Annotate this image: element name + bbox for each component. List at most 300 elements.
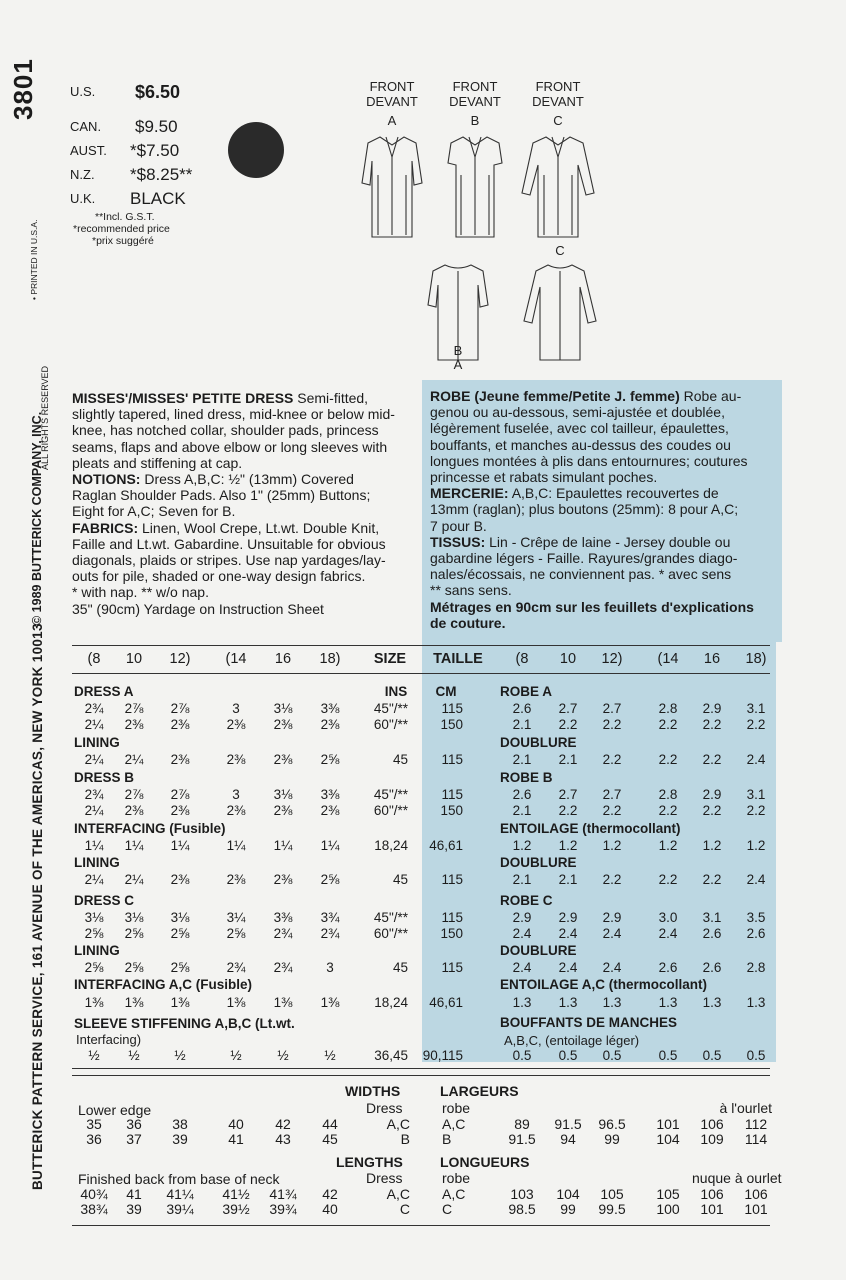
length-value: 40¾ (80, 1186, 108, 1202)
garment-views (350, 75, 670, 375)
front-label-a: FRONT (369, 79, 415, 94)
metrage-value: 2.2 (702, 872, 722, 887)
largeur-value: 99 (604, 1131, 620, 1147)
metrage-value: 3.0 (658, 910, 678, 925)
yardage-value: 2¼ (84, 803, 104, 818)
row-label-fr: ROBE A (500, 684, 553, 699)
yardage-value: 1⅜ (226, 995, 246, 1010)
size-header-en: 10 (125, 651, 143, 667)
metrage-value: 2.6 (512, 701, 532, 716)
metrage-value: 2.2 (658, 803, 678, 818)
length-view-fr: A,C (442, 1186, 466, 1202)
longueur-value: 99 (560, 1201, 576, 1217)
width-value: 35 (86, 1116, 102, 1132)
width-value: 37 (126, 1131, 142, 1147)
size-header-fr: (8 (515, 651, 529, 667)
metrage-value: 2.1 (512, 803, 532, 818)
metrage-value: 2.2 (558, 717, 578, 732)
width-inches: 18,24 (374, 838, 408, 853)
price-notes: **Incl. G.S.T. *recommended price *prix suggéré (73, 211, 170, 247)
metrage-value: 3.1 (746, 701, 766, 716)
metrage-value: 2.9 (702, 787, 722, 802)
width-inches: 45"/** (373, 701, 408, 716)
metrage-value: 2.7 (602, 787, 622, 802)
spine-address: BUTTERICK PATTERN SERVICE, 161 AVENUE OF THE AMERICAS, NEW YORK 10013 (30, 623, 45, 1190)
yardage-value: 2⅜ (273, 872, 293, 887)
yardage-value: 3 (326, 960, 334, 975)
yardage-value: 3⅛ (84, 910, 104, 925)
yardage-value: ½ (174, 1048, 186, 1063)
widths-title: WIDTHS (345, 1083, 401, 1099)
yardage-value: 2⅝ (170, 960, 190, 975)
width-value: 41 (228, 1131, 244, 1147)
yardage-value: 1⅜ (170, 995, 190, 1010)
longueur-value: 104 (556, 1186, 580, 1202)
metrage-value: 2.2 (746, 717, 766, 732)
yardage-value: 2⅜ (226, 803, 246, 818)
metrage-value: 1.3 (658, 995, 678, 1010)
yardage-value: 1⅜ (124, 995, 144, 1010)
largeur-value: 112 (744, 1116, 768, 1132)
metrage-value: 2.4 (658, 926, 678, 941)
metrage-value: 2.2 (602, 803, 622, 818)
yardage-value: 1¼ (273, 838, 293, 853)
yardage-value: 1¼ (226, 838, 246, 853)
size-header-fr: 12) (601, 651, 623, 667)
metrage-value: 1.3 (602, 995, 622, 1010)
metrage-value: 3.1 (746, 787, 766, 802)
row-label-fr: ENTOILAGE A,C (thermocollant) (500, 977, 708, 992)
length-value: 39¼ (166, 1201, 194, 1217)
metrage-value: 1.3 (702, 995, 722, 1010)
width-inches: 45 (392, 752, 408, 767)
row-label-fr: DOUBLURE (500, 943, 577, 958)
row-label-en: LINING (74, 735, 120, 750)
yardage-value: 2⅝ (124, 926, 144, 941)
rule-bottom (72, 1225, 770, 1226)
lengths-robe: robe (442, 1170, 471, 1186)
width-value: 36 (86, 1131, 102, 1147)
metrage-value: 1.2 (746, 838, 766, 853)
price-value: *$8.25** (130, 165, 193, 184)
devant-label-b: DEVANT (449, 94, 501, 109)
yardage-value: 2⅝ (320, 752, 340, 767)
yardage-value: 2¾ (320, 926, 340, 941)
metrage-value: 2.9 (602, 910, 622, 925)
back-letter-b: B (453, 343, 463, 358)
lengths-sub: Finished back from base of neck (78, 1171, 280, 1187)
width-view-fr: A,C (442, 1116, 466, 1132)
metrage-value: 2.4 (746, 752, 766, 767)
metrage-value: 1.2 (512, 838, 532, 853)
yardage-value: 3⅛ (273, 701, 293, 716)
rule-under-size (72, 673, 770, 674)
width-cm: 90,115 (422, 1048, 463, 1063)
width-inches: 45 (392, 960, 408, 975)
lengths-dress: Dress (366, 1170, 403, 1186)
yardage-value: 3⅜ (273, 910, 293, 925)
yardage-value: 2¾ (226, 960, 246, 975)
width-value: 42 (275, 1116, 291, 1132)
length-value: 39½ (222, 1201, 250, 1217)
width-cm: 115 (441, 872, 463, 887)
metrage-value: 2.2 (602, 717, 622, 732)
row-label-en: DRESS A (74, 684, 134, 699)
longueur-value: 101 (700, 1201, 724, 1217)
length-value: 41½ (222, 1186, 250, 1202)
yardage-value: ½ (230, 1048, 242, 1063)
taille-label: TAILLE (433, 651, 483, 667)
metrage-value: 2.8 (658, 787, 678, 802)
lengths-title: LENGTHS (336, 1154, 403, 1170)
metrage-value: 0.5 (746, 1048, 766, 1063)
yardage-value: 2⅜ (124, 717, 144, 732)
metrage-value: 0.5 (512, 1048, 532, 1063)
yardage-value: 2⅜ (273, 752, 293, 767)
length-value: 38¾ (80, 1201, 108, 1217)
metrage-value: 2.7 (558, 701, 578, 716)
largeur-value: 109 (700, 1131, 724, 1147)
metrage-value: 2.4 (602, 960, 622, 975)
description-fr: ROBE (Jeune femme/Petite J. femme) Robe au- genou ou au-dessous, semi-ajustée et doublée, légèrement fuselée, avec col tailleur, épaulettes, bouffants, et manches au-dessus des coudes ou longues montées à plis dans entournures; coutures princesse et rabats simulant poches. MERCERIE: A,B,C: Epaulettes recouvertes de 13mm (raglan); plus boutons (25mm): 8 pour A,C; 7 pour B. TISSUS: Lin - Crêpe de laine - Jersey double ou gabardine légers - Faille. Rayures/grandes diago- nales/écossais, ne conviennent pas. * avec sens ** sans sens. Métrages en 90cm sur les feuillets d'explications de couture. (430, 388, 754, 631)
yardage-value: 2⅝ (84, 960, 104, 975)
width-inches: 60"/** (373, 803, 408, 818)
yardage-value: 2⅜ (320, 717, 340, 732)
yardage-value: 2⅜ (273, 803, 293, 818)
longueur-value: 99.5 (598, 1201, 626, 1217)
metrage-value: 2.6 (746, 926, 766, 941)
width-view: A,C (386, 1116, 410, 1132)
length-value: 41¼ (166, 1186, 194, 1202)
metrage-value: 2.4 (746, 872, 766, 887)
width-cm: 46,61 (429, 995, 463, 1010)
largeur-value: 101 (656, 1116, 680, 1132)
size-header-en: 12) (169, 651, 191, 667)
yardage-value: 2¼ (84, 872, 104, 887)
yardage-value: 2⅜ (320, 803, 340, 818)
yardage-value: 3⅛ (273, 787, 293, 802)
largeur-value: 96.5 (598, 1116, 626, 1132)
metrage-value: 2.9 (512, 910, 532, 925)
yardage-value: 2⅜ (273, 717, 293, 732)
row-label-en: LINING (74, 855, 120, 870)
width-value: 38 (172, 1116, 188, 1132)
price-value: *$7.50 (130, 141, 180, 160)
width-inches: 60"/** (373, 926, 408, 941)
width-cm: 150 (440, 926, 463, 941)
widths-dress: Dress (366, 1100, 403, 1116)
metrage-value: 1.2 (558, 838, 578, 853)
yardage-value: 2¼ (84, 752, 104, 767)
devant-label-a: DEVANT (366, 94, 418, 109)
yardage-value: 2¾ (273, 926, 293, 941)
rule-yardage-end (72, 1068, 770, 1069)
widths-sub: Lower edge (78, 1102, 152, 1118)
devant-label-c: DEVANT (532, 94, 584, 109)
yardage-value: 1¼ (124, 838, 144, 853)
width-cm: 115 (441, 960, 463, 975)
yardage-value: 3 (232, 701, 240, 716)
yardage-value: 2⅝ (226, 926, 246, 941)
size-label: SIZE (373, 651, 407, 667)
yardage-value: 3¾ (320, 910, 340, 925)
width-value: 44 (322, 1116, 338, 1132)
length-value: 39¾ (269, 1201, 297, 1217)
metrage-value: 2.4 (558, 960, 578, 975)
longueur-value: 101 (744, 1201, 768, 1217)
longueurs-title: LONGUEURS (440, 1154, 530, 1170)
yardage-value: 1¼ (170, 838, 190, 853)
longueur-value: 100 (656, 1201, 680, 1217)
row-label-fr: ENTOILAGE (thermocollant) (500, 821, 681, 836)
yardage-value: ½ (128, 1048, 140, 1063)
width-cm: 115 (441, 910, 463, 925)
largeur-value: 91.5 (554, 1116, 582, 1132)
yardage-value: 2⅞ (124, 701, 144, 716)
widths-note: à l'ourlet (719, 1100, 772, 1116)
price-country: U.S. (70, 84, 96, 99)
yardage-value: 3⅜ (320, 787, 340, 802)
width-cm: 150 (440, 717, 463, 732)
row-label-en: INTERFACING (Fusible) (74, 821, 226, 836)
spine-company-cont: ALL RIGHTS RESERVED (40, 365, 50, 470)
size-header-fr: 10 (559, 651, 577, 667)
metrage-value: 2.2 (658, 717, 678, 732)
yardage-value: 2¾ (84, 787, 104, 802)
metrage-value: 2.2 (602, 872, 622, 887)
row-label-fr-2: A,B,C, (entoilage léger) (504, 1033, 640, 1048)
price-country: CAN. (70, 119, 102, 134)
metrage-value: 2.8 (658, 701, 678, 716)
metrage-value: 2.4 (512, 960, 532, 975)
yardage-value: 2¼ (84, 717, 104, 732)
row-label-fr: DOUBLURE (500, 855, 577, 870)
size-header-en: (14 (225, 651, 247, 667)
width-value: 40 (228, 1116, 244, 1132)
longueur-value: 106 (700, 1186, 724, 1202)
metrage-value: 2.4 (512, 926, 532, 941)
metrage-value: 2.9 (702, 701, 722, 716)
width-inches: 18,24 (374, 995, 408, 1010)
length-view: C (399, 1201, 410, 1217)
metrage-value: 1.2 (702, 838, 722, 853)
yardage-value: 2¼ (124, 872, 144, 887)
yardage-value: 1⅜ (273, 995, 293, 1010)
yardage-value: 2⅜ (226, 752, 246, 767)
description-en: MISSES'/MISSES' PETITE DRESS Semi-fitted, slightly tapered, lined dress, mid-knee or below mid- knee, has notched collar, shoulder pads, princess seams, flaps and above elbow or long sleeves with pleats and stiffening at cap. NOTIONS: Dress A,B,C: ½" (13mm) Covered Raglan Shoulder Pads. Also 1" (25mm) Buttons; Eight for A,C; Seven for B. FABRICS: Linen, Wool Crepe, Lt.wt. Double Knit, Faille and Lt.wt. Gabardine. Unsuitable for obvious diagonals, plaids or stripes. Use nap yardages/lay- outs for pile, shaded or one-way design fabrics. * with nap. ** w/o nap. 35" (90cm) Yardage on Instruction Sheet (72, 390, 395, 617)
length-view-fr: C (442, 1201, 453, 1217)
width-inches: 45 (392, 872, 408, 887)
yardage-value: ½ (324, 1048, 336, 1063)
yardage-value: 3⅜ (320, 701, 340, 716)
size-header-fr: (14 (657, 651, 679, 667)
black-dot-icon (228, 122, 284, 178)
yardage-value: ½ (277, 1048, 289, 1063)
largeur-value: 91.5 (508, 1131, 536, 1147)
metrage-value: 3.5 (746, 910, 766, 925)
yardage-value: 2¼ (124, 752, 144, 767)
width-value: 45 (322, 1131, 338, 1147)
metrage-value: 0.5 (702, 1048, 722, 1063)
width-inches: 36,45 (374, 1048, 408, 1063)
longueur-value: 103 (510, 1186, 534, 1202)
row-label-fr: ROBE B (500, 770, 553, 785)
metrage-value: 2.2 (702, 752, 722, 767)
metrage-value: 2.1 (512, 717, 532, 732)
back-letter-c: C (555, 243, 565, 258)
length-view: A,C (386, 1186, 410, 1202)
yardage-value: 2⅞ (124, 787, 144, 802)
row-label-fr: ROBE C (500, 893, 553, 908)
spine-printed: • PRINTED IN U.S.A. (29, 219, 39, 300)
metrage-value: 2.6 (658, 960, 678, 975)
yardage-value: 1⅜ (84, 995, 104, 1010)
size-header-fr: 16 (703, 651, 721, 667)
view-letter-a: A (387, 113, 397, 128)
length-value: 42 (322, 1186, 338, 1202)
yardage-value: 2¾ (273, 960, 293, 975)
front-label-c: FRONT (535, 79, 581, 94)
yardage-value: 3⅛ (170, 910, 190, 925)
width-view: B (400, 1131, 410, 1147)
back-letter-a: A (453, 357, 463, 372)
widths-robe: robe (442, 1100, 471, 1116)
yardage-value: 2⅝ (170, 926, 190, 941)
yardage-value: 2⅜ (170, 872, 190, 887)
front-label-b: FRONT (452, 79, 498, 94)
metrage-value: 2.2 (702, 717, 722, 732)
row-label-en: LINING (74, 943, 120, 958)
row-label-en: INTERFACING A,C (Fusible) (74, 977, 252, 992)
metrage-value: 2.6 (512, 787, 532, 802)
width-cm: 46,61 (429, 838, 463, 853)
yardage-value: 2⅞ (170, 701, 190, 716)
price-value: BLACK (130, 189, 186, 208)
metrage-value: 2.4 (602, 926, 622, 941)
yardage-value: 2¾ (84, 701, 104, 716)
yardage-value: 2⅜ (170, 752, 190, 767)
yardage-value: 2⅜ (226, 872, 246, 887)
metrage-value: 1.3 (558, 995, 578, 1010)
longueur-value: 106 (744, 1186, 768, 1202)
width-inches: 45"/** (373, 910, 408, 925)
yardage-value: 3⅛ (124, 910, 144, 925)
width-value: 36 (126, 1116, 142, 1132)
yardage-value: 1¼ (320, 838, 340, 853)
rule-yardage-end-2 (72, 1075, 770, 1076)
price-value: $9.50 (135, 117, 178, 136)
metrage-value: 2.1 (512, 872, 532, 887)
spine-copyright: © 1989 BUTTERICK COMPANY, INC. (30, 411, 44, 625)
yardage-value: 3 (232, 787, 240, 802)
row-label-en-2: Interfacing) (76, 1032, 142, 1047)
metrage-value: 2.7 (558, 787, 578, 802)
width-cm: 150 (440, 803, 463, 818)
length-value: 40 (322, 1201, 338, 1217)
largeur-value: 106 (700, 1116, 724, 1132)
units-ins: INS (384, 684, 408, 699)
metrage-value: 3.1 (702, 910, 722, 925)
largeur-value: 114 (744, 1131, 768, 1147)
yardage-value: 1¼ (84, 838, 104, 853)
largeur-value: 89 (514, 1116, 530, 1132)
row-label-fr: BOUFFANTS DE MANCHES (500, 1015, 678, 1030)
price-country: AUST. (70, 143, 107, 158)
width-inches: 45"/** (373, 787, 408, 802)
yardage-value: 2⅝ (124, 960, 144, 975)
metrage-value: 2.2 (558, 803, 578, 818)
size-header-en: (8 (87, 651, 101, 667)
yardage-value: 2⅜ (226, 717, 246, 732)
largeur-value: 104 (656, 1131, 680, 1147)
metrage-value: 2.2 (658, 872, 678, 887)
row-label-en: DRESS C (74, 893, 135, 908)
longueur-value: 98.5 (508, 1201, 536, 1217)
row-label-fr: DOUBLURE (500, 735, 577, 750)
metrage-value: 2.8 (746, 960, 766, 975)
view-letter-c: C (553, 113, 563, 128)
metrage-value: 1.2 (602, 838, 622, 853)
width-value: 43 (275, 1131, 291, 1147)
metrage-value: 1.2 (658, 838, 678, 853)
length-value: 39 (126, 1201, 142, 1217)
metrage-value: 2.1 (558, 872, 578, 887)
metrage-value: 2.6 (702, 960, 722, 975)
yardage-value: 2⅜ (170, 803, 190, 818)
units-cm: CM (435, 684, 457, 699)
width-view-fr: B (442, 1131, 452, 1147)
metrage-value: 2.1 (512, 752, 532, 767)
metrage-value: 1.3 (746, 995, 766, 1010)
metrage-value: 2.2 (746, 803, 766, 818)
yardage-value: 2⅜ (170, 717, 190, 732)
yardage-value: 1⅜ (320, 995, 340, 1010)
width-cm: 115 (441, 701, 463, 716)
rule-top (72, 645, 770, 646)
metrage-value: 0.5 (658, 1048, 678, 1063)
yardage-value: 2⅞ (170, 787, 190, 802)
yardage-value: 3¼ (226, 910, 246, 925)
metrage-value: 2.4 (558, 926, 578, 941)
metrage-value: 2.7 (602, 701, 622, 716)
pattern-number: 3801 (8, 58, 38, 120)
yardage-value: 2⅝ (320, 872, 340, 887)
longueur-value: 105 (600, 1186, 624, 1202)
size-header-en: 16 (274, 651, 292, 667)
row-label-en: DRESS B (74, 770, 135, 785)
yardage-value: 2⅜ (124, 803, 144, 818)
row-label-en: SLEEVE STIFFENING A,B,C (Lt.wt. (74, 1016, 295, 1031)
price-value: $6.50 (135, 82, 181, 102)
metrage-value: 2.2 (702, 803, 722, 818)
yardage-value: ½ (88, 1048, 100, 1063)
width-cm: 115 (441, 787, 463, 802)
width-cm: 115 (441, 752, 463, 767)
view-letter-b: B (470, 113, 480, 128)
size-header-fr: 18) (745, 651, 767, 667)
length-value: 41¾ (269, 1186, 297, 1202)
metrage-value: 2.1 (558, 752, 578, 767)
yardage-value: 2⅝ (84, 926, 104, 941)
metrage-value: 0.5 (558, 1048, 578, 1063)
metrage-value: 2.2 (658, 752, 678, 767)
metrage-value: 2.9 (558, 910, 578, 925)
size-header-en: 18) (319, 651, 341, 667)
metrage-value: 2.6 (702, 926, 722, 941)
metrage-value: 2.2 (602, 752, 622, 767)
largeur-value: 94 (560, 1131, 576, 1147)
metrage-value: 0.5 (602, 1048, 622, 1063)
